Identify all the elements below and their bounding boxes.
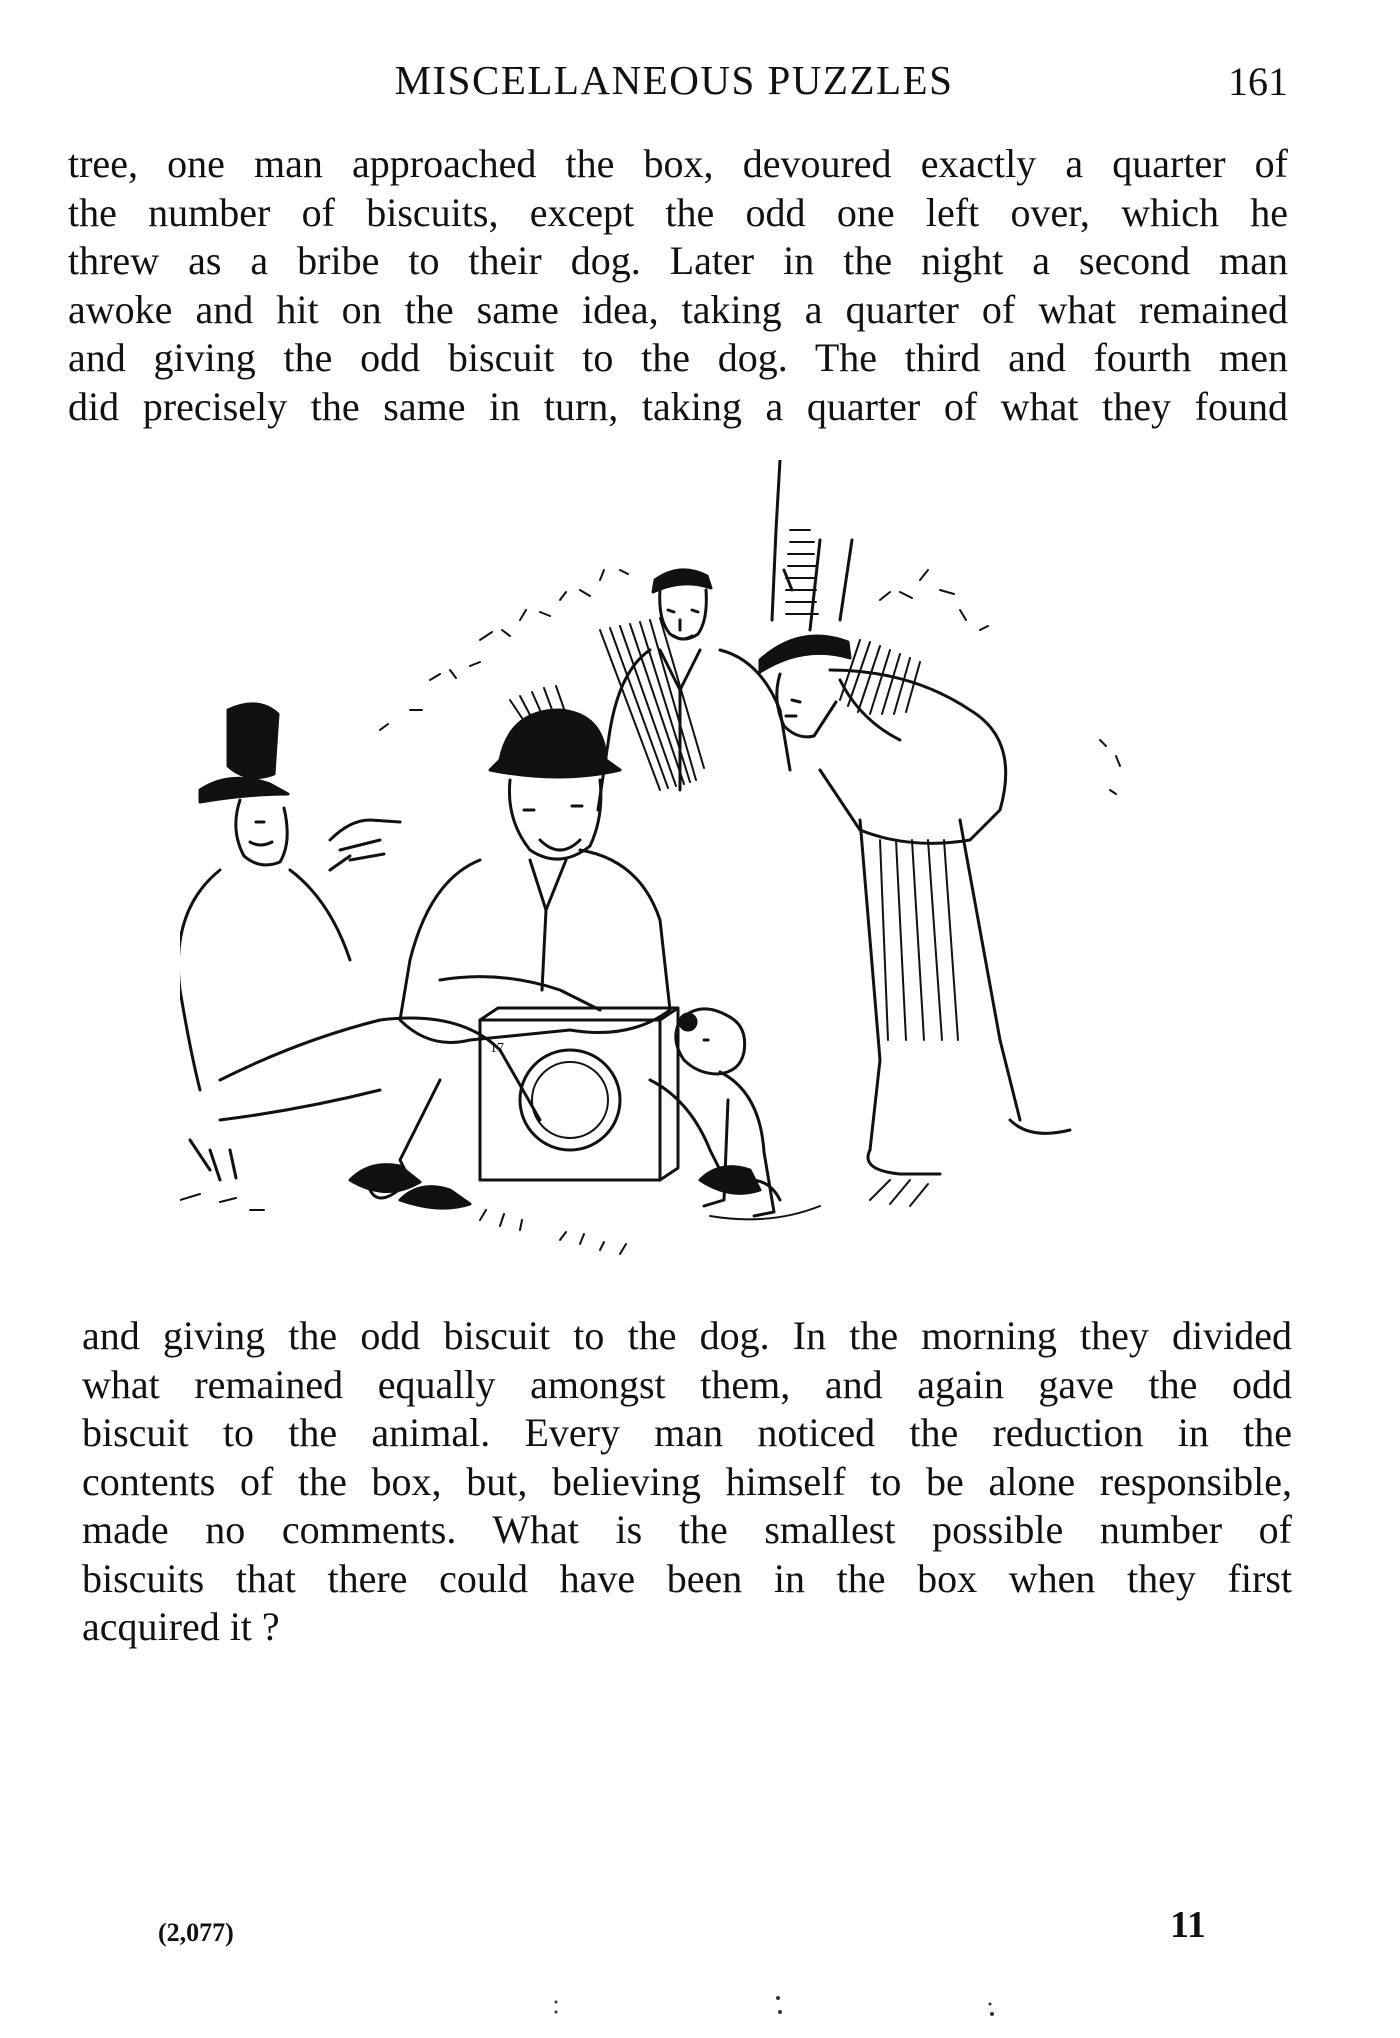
text-line: what remained equally amongst them, and again gave the odd xyxy=(82,1361,1292,1407)
page-header xyxy=(68,56,1288,116)
text-line: acquired it ? xyxy=(82,1604,280,1649)
seated-man-center xyxy=(350,710,760,1198)
text-line: made no comments. What is the smallest possible number of xyxy=(82,1507,1292,1552)
text-line: awoke and hit on the same idea, taking a quarter of what remained xyxy=(68,286,1288,332)
box-label: 17 xyxy=(490,1041,504,1056)
text-line: biscuit to the animal. Every man noticed the reduction in the xyxy=(82,1410,1292,1455)
paper-specks xyxy=(0,1990,1400,2038)
illustration-men-with-biscuit-box xyxy=(180,460,1210,1260)
seated-man-left xyxy=(180,704,540,1208)
background-foliage xyxy=(380,570,1120,794)
page-number: 161 xyxy=(1228,59,1288,104)
text-line: contents of the box, but, believing himself to be alone responsible, xyxy=(82,1458,1292,1504)
text-line: and giving the odd biscuit to the dog. The third and fourth men xyxy=(68,335,1288,380)
text-line: threw as a bribe to their dog. Later in the night a second man xyxy=(68,238,1288,283)
text-line: biscuits that there could have been in the box when they first xyxy=(82,1555,1292,1601)
text-line: tree, one man approached the box, devoured exactly a quarter of xyxy=(68,141,1288,186)
running-title: MISCELLANEOUS PUZZLES xyxy=(394,57,954,103)
tree-trunk xyxy=(772,460,852,630)
lower-paragraph xyxy=(82,1312,1292,1652)
ground-scribbles xyxy=(180,1180,928,1254)
upper-paragraph xyxy=(68,140,1288,431)
leaning-man-right xyxy=(760,636,1070,1174)
biscuit-box xyxy=(480,1008,678,1180)
printer-signature-mark: (2,077) xyxy=(158,1918,234,1947)
text-line: the number of biscuits, except the odd one left over, which he xyxy=(68,189,1288,235)
text-line: and giving the odd biscuit to the dog. In the morning they divided xyxy=(82,1313,1292,1358)
signature-number: 11 xyxy=(1170,1904,1206,1946)
text-line: did precisely the same in turn, taking a quarter of what they found xyxy=(68,383,1288,429)
